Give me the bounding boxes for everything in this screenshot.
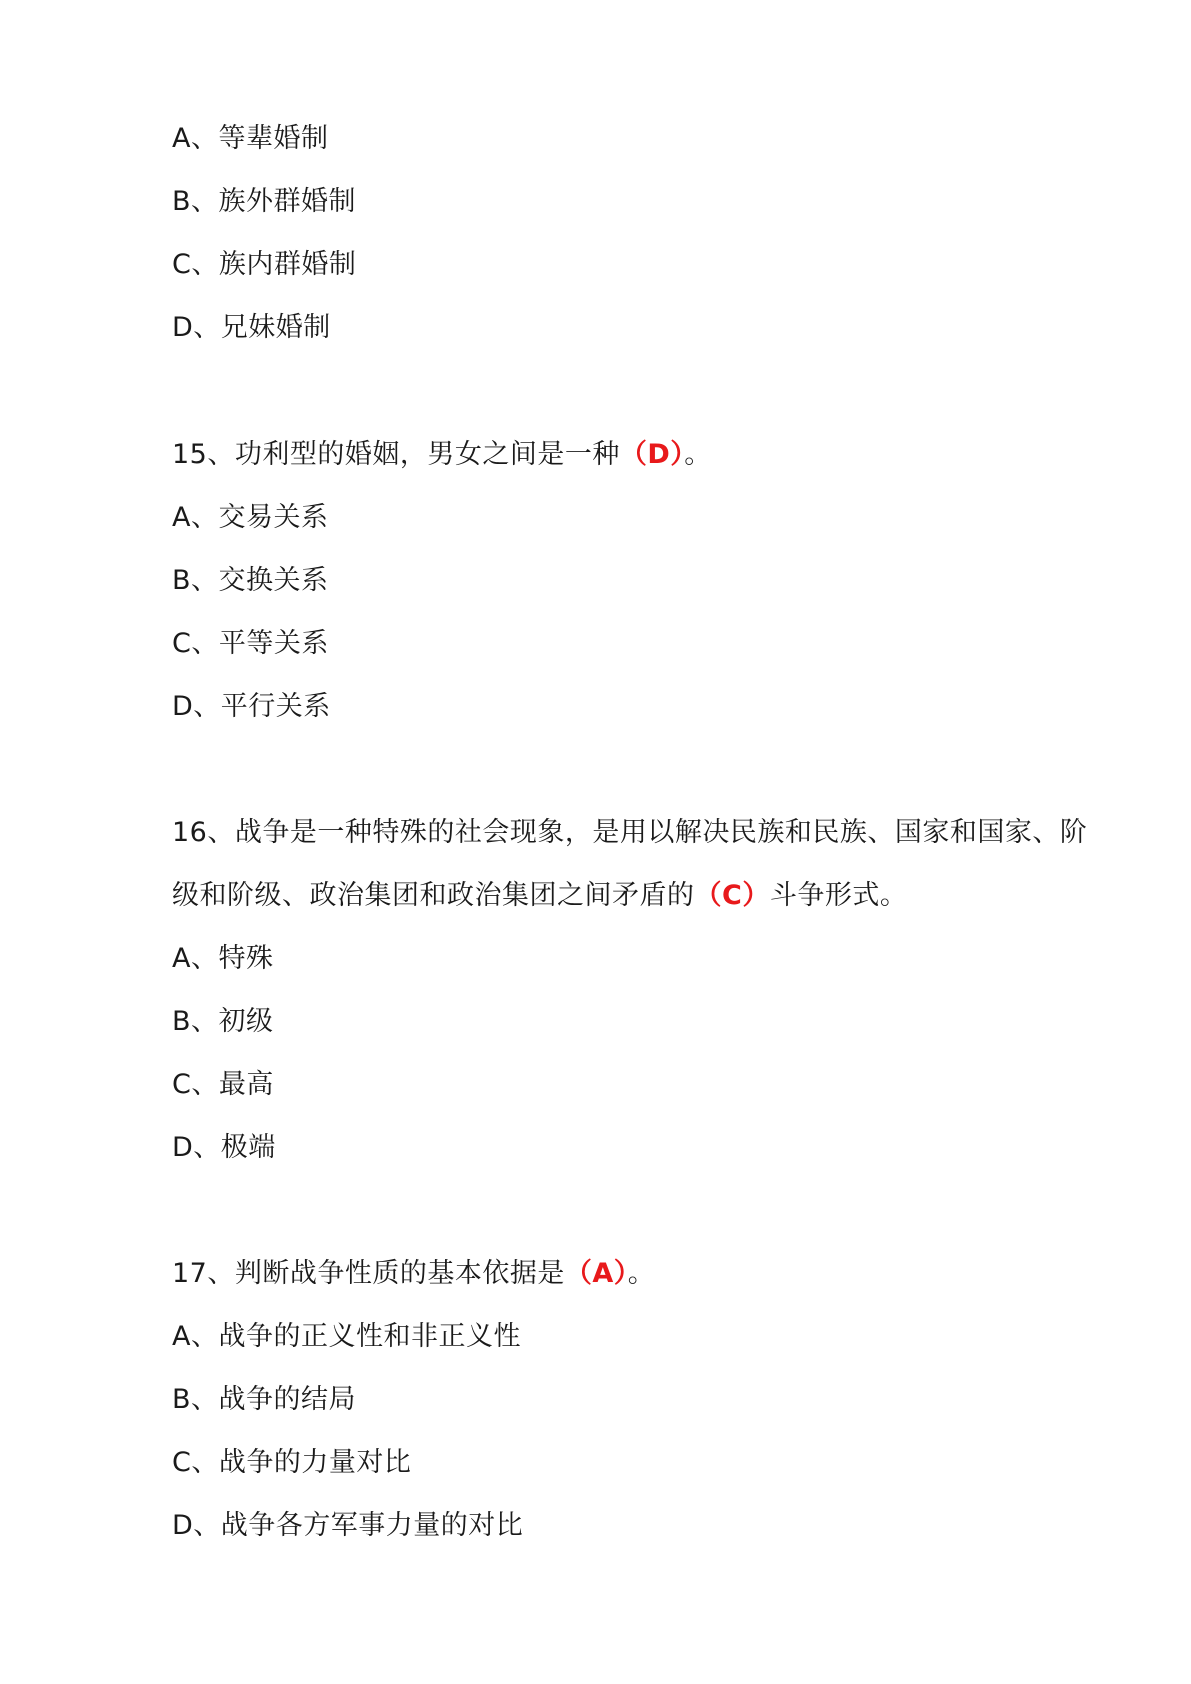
question-16-stem-line2 xyxy=(172,876,907,916)
question-17-end: 。 xyxy=(627,1258,656,1289)
option-c: C、族内群婚制 xyxy=(172,249,357,280)
option-d: D、平行关系 xyxy=(172,691,331,722)
option-d: D、兄妹婚制 xyxy=(172,312,331,343)
question-15-stem xyxy=(172,435,712,475)
question-15-answer: （D） xyxy=(619,439,685,470)
option-a: A、交易关系 xyxy=(172,502,329,533)
option-d: D、极端 xyxy=(172,1132,276,1163)
question-15-end: 。 xyxy=(684,439,712,470)
question-15-text: 15、功利型的婚姻，男女之间是一种 xyxy=(172,439,620,470)
option-c: C、战争的力量对比 xyxy=(172,1447,412,1478)
option-c: C、最高 xyxy=(172,1069,274,1100)
option-d: D、战争各方军事力量的对比 xyxy=(172,1510,524,1541)
question-16-answer: （C） xyxy=(694,880,770,911)
option-c: C、平等关系 xyxy=(172,628,329,659)
question-16-end: 斗争形式。 xyxy=(769,880,908,911)
option-a: A、战争的正义性和非正义性 xyxy=(172,1321,521,1352)
option-b: B、族外群婚制 xyxy=(172,186,357,217)
option-a: A、特殊 xyxy=(172,943,274,974)
question-17-answer: （A） xyxy=(564,1258,628,1289)
question-17-stem xyxy=(172,1254,655,1294)
question-17-text: 17、判断战争性质的基本依据是 xyxy=(172,1258,565,1289)
option-b: B、战争的结局 xyxy=(172,1384,357,1415)
question-16-text: 级和阶级、政治集团和政治集团之间矛盾的 xyxy=(172,880,695,911)
question-16-stem-line1: 16、战争是一种特殊的社会现象，是用以解决民族和民族、国家和国家、阶 xyxy=(172,817,1088,848)
option-a: A、等辈婚制 xyxy=(172,123,329,154)
option-b: B、交换关系 xyxy=(172,565,329,596)
option-b: B、初级 xyxy=(172,1006,274,1037)
